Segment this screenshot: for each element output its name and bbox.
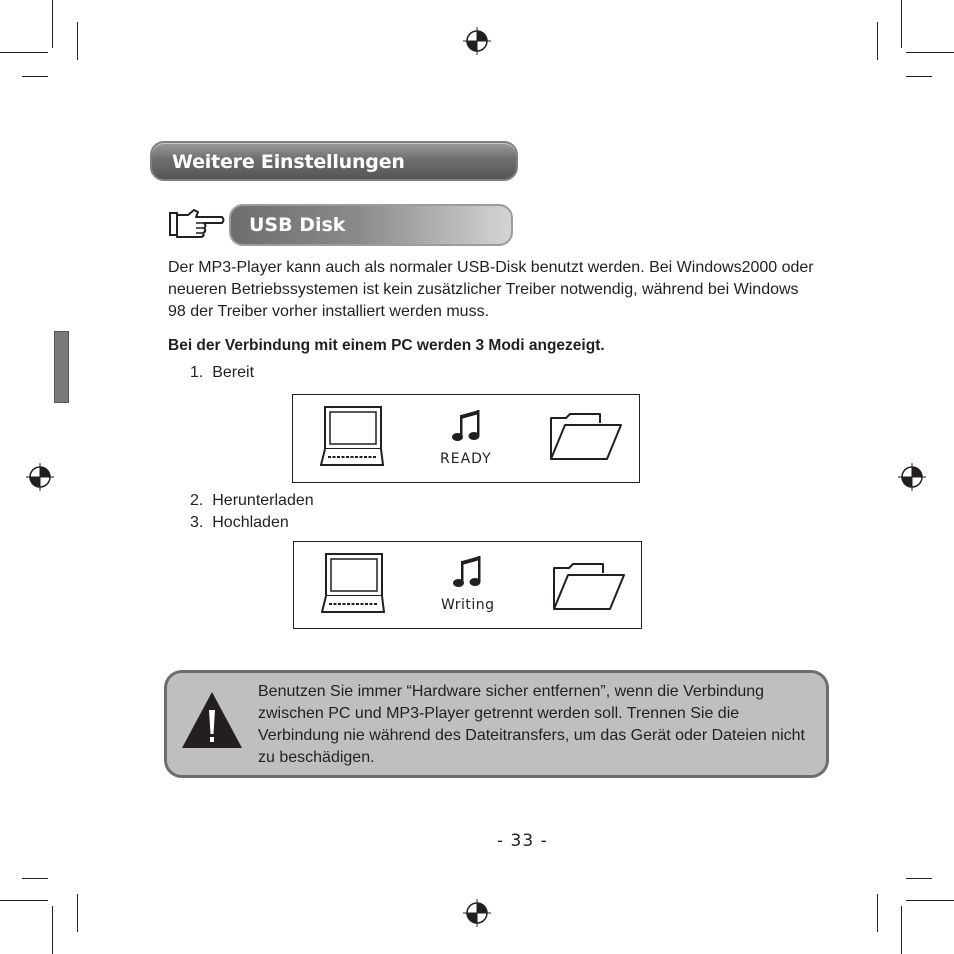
section-title: Weitere Einstellungen: [172, 151, 405, 173]
screen-status-label: READY: [440, 451, 492, 467]
screen-status-label: Writing: [441, 597, 495, 613]
display-screen-writing: [293, 541, 642, 629]
side-tab-marker: [54, 331, 69, 403]
modes-heading: Bei der Verbindung mit einem PC werden 3 Modi angezeigt.: [168, 337, 605, 354]
registration-mark-icon: [26, 463, 54, 491]
display-screen-ready: [292, 394, 640, 483]
pointing-hand-icon: [168, 207, 226, 241]
list-item: 3. Hochladen: [190, 514, 289, 531]
intro-paragraph: Der MP3-Player kann auch als normaler USB-Disk benutzt werden. Bei Windows2000 oder neueren Betriebssystemen ist kein zusätzlicher Treiber notwendig, während bei Windows 98 der Treiber vorher installiert werden muss.: [168, 259, 814, 320]
registration-mark-icon: [463, 899, 491, 927]
list-item: 2. Herunterladen: [190, 492, 314, 509]
laptop-icon: [320, 406, 384, 468]
folder-icon: [551, 563, 626, 611]
laptop-icon: [321, 553, 385, 615]
music-note-icon: [453, 555, 483, 591]
music-note-icon: [452, 409, 482, 445]
registration-mark-icon: [463, 27, 491, 55]
warning-triangle-icon: [181, 690, 243, 750]
list-item: 1. Bereit: [190, 364, 255, 381]
warning-text: Benutzen Sie immer “Hardware sicher entfernen”, wenn die Verbindung zwischen PC und MP3-Player getrennt werden soll. Trennen Sie die Verbindung nie während des Dateitransfers, um das Gerät oder Dateien nicht zu beschädigen.: [258, 683, 805, 766]
subsection-title: USB Disk: [249, 214, 346, 236]
subsection-header: [229, 204, 513, 246]
section-header: [150, 141, 518, 181]
folder-icon: [548, 413, 623, 461]
page-number: - 33 -: [497, 831, 548, 851]
registration-mark-icon: [898, 463, 926, 491]
